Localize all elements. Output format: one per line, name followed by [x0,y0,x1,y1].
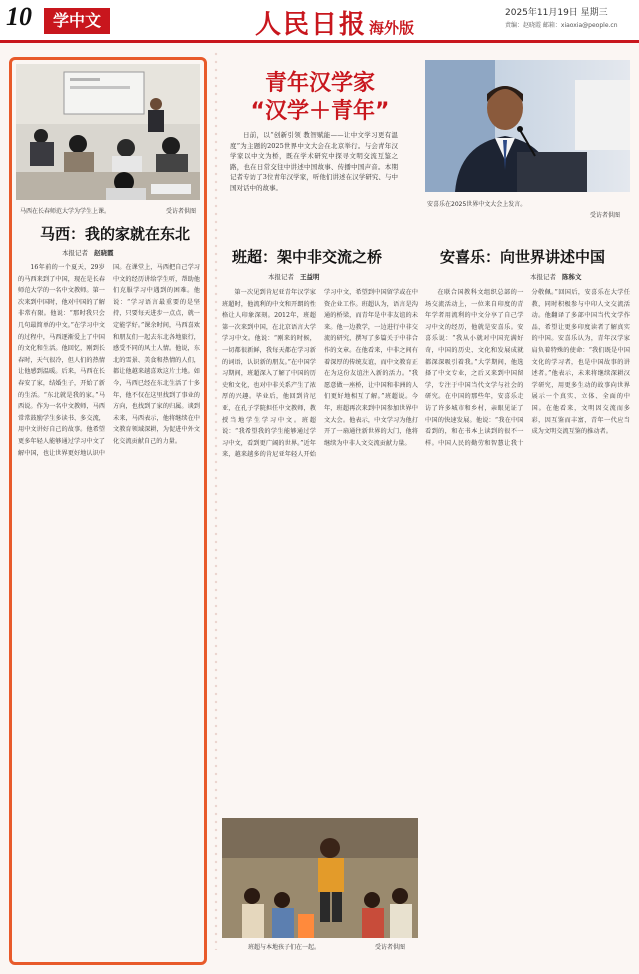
article-title-an-xile: 安喜乐：向世界讲述中国 [440,248,606,266]
photo-caption-ban-chao: 班超与本地孩子们在一起。 [248,944,321,951]
classroom-image [16,64,200,200]
byline-an-xile [530,272,582,281]
section-label: 学中文 [44,8,110,34]
feature-title-line1: 青年汉学家 [264,71,375,96]
intro-text: 日前，以“创新引领 教智赋能——让中文学习更有温度”为主题的2025世界中文大会在北京举行。与会青年汉学家以中文为桥，既在学术研究中探寻文明交流互鉴之路，也在日常交往中讲述中国故事、传播中国声音。本期记者专访了3位青年汉学家，听他们讲述在汉学研究、与中国对话中的故事。 [230,131,398,192]
page-header [0,0,639,43]
author-name: 王益明 [300,273,320,281]
byline-label: 本报记者 [530,273,556,281]
article-text: 第一次见到肯尼亚青年汉学家班超时，他流利的中文和开朗的性格让人印象深刻。2012年，班超第一次来到中国，在北京语言大学学习中文。他说：“刚来的时候，一切都很新鲜，我每天都在学习新的词语，认识新的朋友。”在中国学习期间，班超深入了解了中国的历史和文化，也对中非关系产生了浓厚的兴趣。毕业后，他回到肯尼亚，在孔子学院担任中文教师，教授当地学生学习中文。班超说：“我希望我的学生能够通过学习中文，看到更广阔的世界。”近年来，越来越多的肯尼亚年轻人开始学习中文，希望到中国留学或在中资企业工作。班超认为，语言是沟通的桥梁，而青年是中非友谊的未来。他一边教学，一边进行中非交流的研究，撰写了多篇关于中非合作的文章。在他看来，中非之间有着深厚的传统友谊，而中文教育正在为这份友谊注入新的活力。“我愿意做一座桥，让中国和非洲的人们更好地相互了解。”班超说。今年，班超再次来到中国参加世界中文大会。他表示，中文学习为他打开了一扇通往新世界的大门，他将继续为中非人文交流贡献力量。 [222,289,418,459]
article-title-ban-chao: 班超：架中非交流之桥 [232,248,383,266]
byline-ban-chao [268,272,320,281]
photo-an-xile [425,60,630,192]
feature-title-line2: “汉学＋青年” [250,99,390,124]
article-title-ma-xi: 马西：我的家就在东北 [40,225,191,243]
decorative-dot-pattern [212,50,222,950]
article-body-an-xile [425,287,630,959]
photo-caption-an-xile: 安喜乐在2025世界中文大会上发言。 [427,201,527,208]
byline-label: 本报记者 [62,249,88,257]
photo-caption-ma-xi: 马西在长春师范大学为学生上课。 [20,208,111,215]
byline-ma-xi [62,248,114,257]
photo-ma-xi [16,64,200,200]
article-body-ma-xi [18,262,200,958]
author-name: 陈秭文 [562,273,582,281]
photo-credit-ma-xi: 受访者供图 [166,208,197,215]
article-text: 16年前的一个夏天，29岁的马西来到了中国，现在是长春师范大学的一名中文教师。第一次来到中国时，他对中国的了解非常有限。他说：“那时我只会几句最简单的中文。”在学习中文的过程中，马西逐渐爱上了中国的文化和生活。他回忆，刚到长春时，天气很冷，但人们的热情让他感到温暖。后来，马西在长春安了家，结婚生子，开始了新的生活。“东北就是我的家。”马西说。作为一名中文教师，马西常常鼓励学生多读书、多交流，用中文讲好自己的故事。他希望更多年轻人能够通过学习中文了解中国，也让世界更好地认识中国。在课堂上，马西把自己学习中文的经历讲给学生听，帮助他们克服学习中遇到的困难。他说：“学习语言最重要的是坚持，只要每天进步一点点，就一定能学好。”课余时间，马西喜欢和朋友们一起去东北各地旅行，感受不同的风土人情。他说，东北的雪景、美食和热情的人们，都让他越来越喜欢这片土地。如今，马西已经在东北生活了十多年，他不仅在这里找到了事业的方向，也找到了家的归属。谈到未来，马西表示，他将继续在中文教育领域深耕，为促进中外文化交流贡献自己的力量。 [18,264,200,457]
masthead [255,4,414,41]
feature-title [220,70,420,126]
photo-credit-an-xile: 受访者供图 [590,212,621,219]
photo-ban-chao [222,818,418,938]
page-number: 10 [6,2,32,31]
masthead-name: 人民日报 [255,10,368,40]
article-body-ban-chao [222,287,418,811]
issue-date: 2025年11月19日 星期三 [505,8,608,18]
speaker-at-podium-image [425,60,630,192]
photo-credit-ban-chao: 受访者供图 [375,944,406,951]
byline-label: 本报记者 [268,273,294,281]
author-name: 赵晓霞 [94,249,114,257]
feature-intro [230,130,398,193]
editor-info: 责编：赵晓霞 邮箱：xiaoxia@people.cn [505,22,618,29]
article-text: 在联合国教科文组织总部的一场交流活动上，一位来自印度的青年学者用流利的中文分享了自己学习中文的经历，他就是安喜乐。安喜乐说：“我从小就对中国充满好奇，中国的历史、文化和发展成就都深深吸引着我。”大学期间，他选择了中文专业，之后又来到中国留学，专注于中国当代文学与社会的研究。在中国的那些年，安喜乐走访了许多城市和乡村，亲眼见证了中国的快速发展。他说：“我在中国看到的，和在书本上读到的很不一样。中国人民的勤劳和智慧让我十分敬佩。”回国后，安喜乐在大学任教，同时积极参与中印人文交流活动。他翻译了多部中国当代文学作品，希望让更多印度读者了解真实的中国。安喜乐认为，青年汉学家肩负着特殊的使命：“我们既是中国文化的学习者，也是中国故事的讲述者。”他表示，未来将继续深耕汉学研究，用更多生动的故事向世界展示一个真实、立体、全面的中国。在他看来，文明因交流而多彩，因互鉴而丰富，青年一代应当成为文明交流互鉴的推动者。 [425,289,630,447]
masthead-suffix: 海外版 [369,19,415,37]
children-group-image [222,818,418,938]
